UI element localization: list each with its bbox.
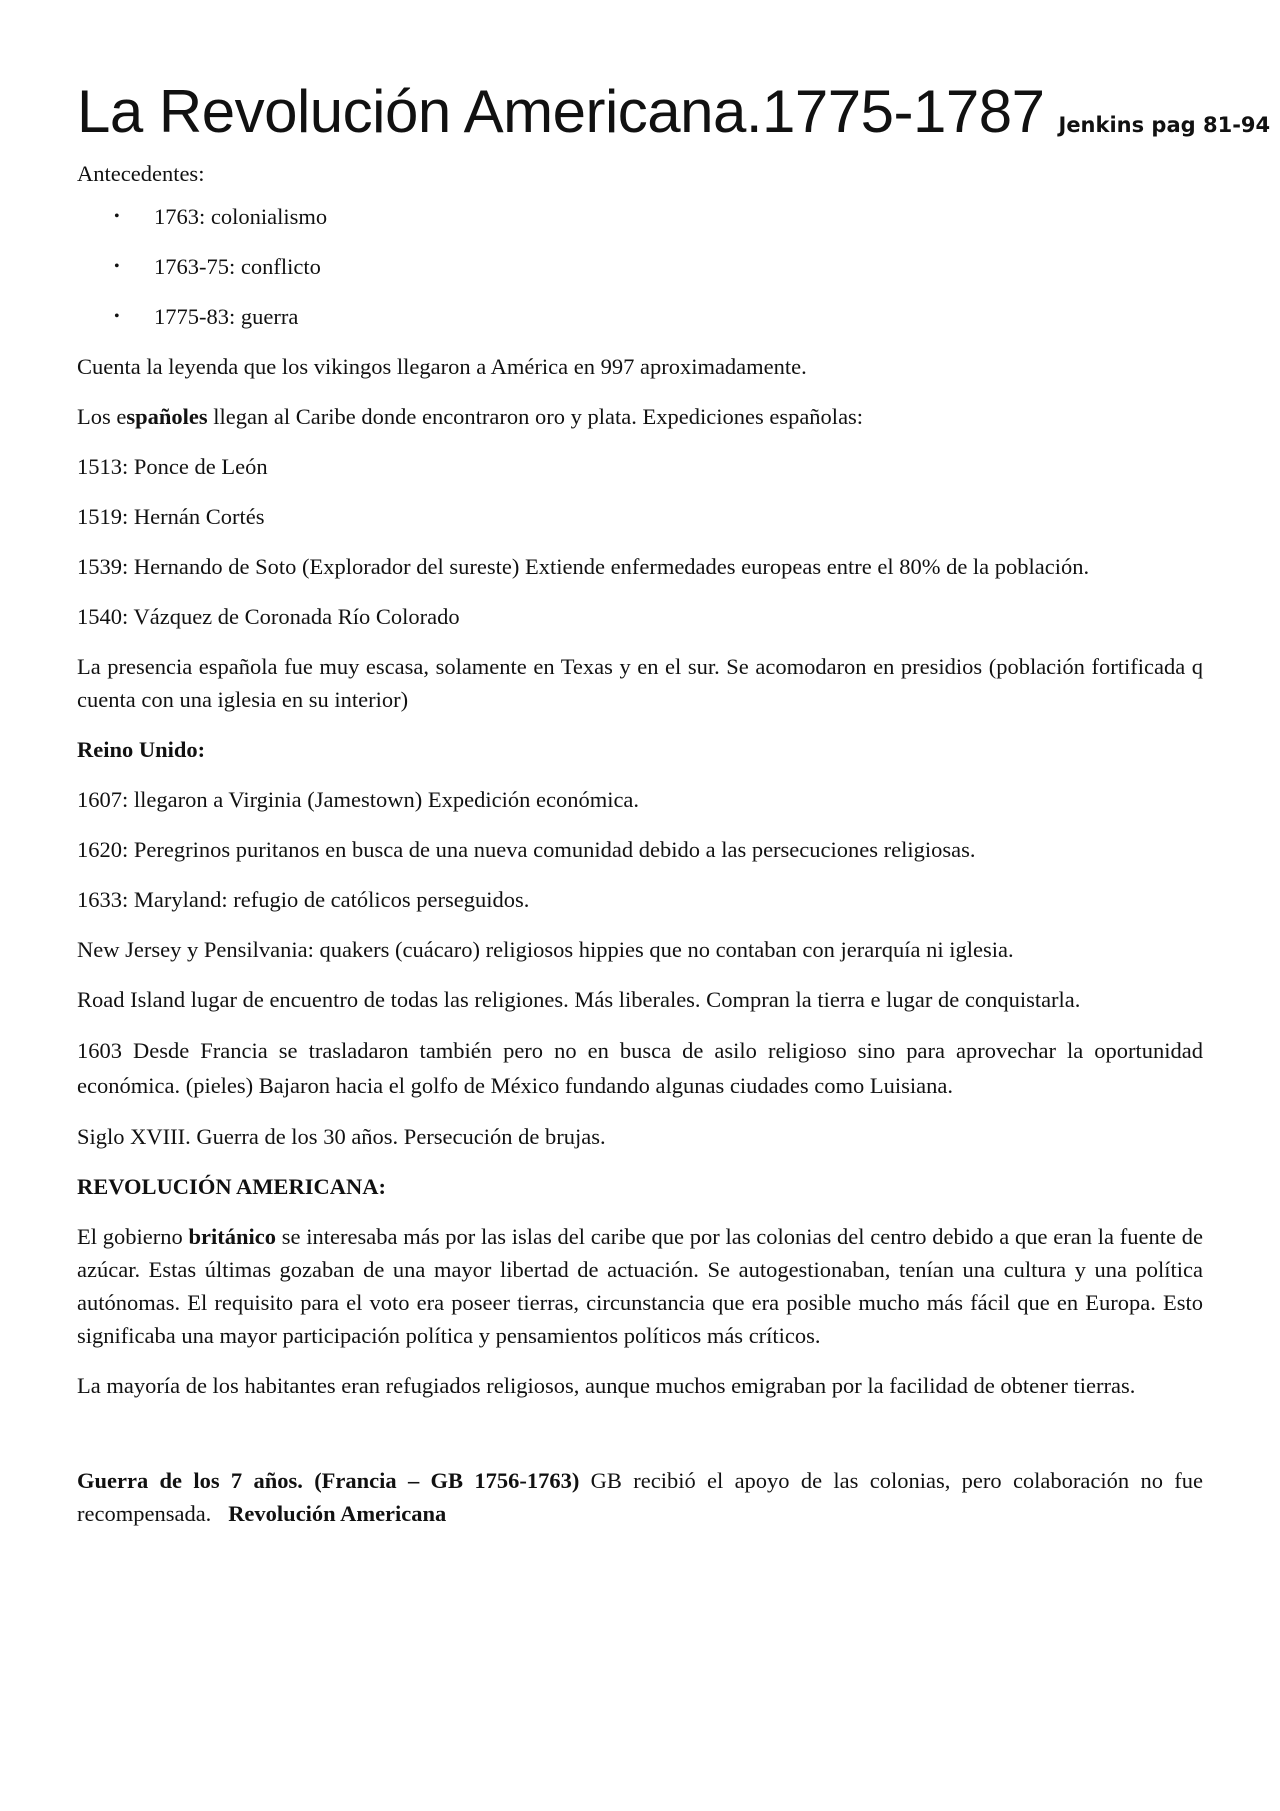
antecedentes-list	[77, 200, 1203, 333]
heading-revolucion-americana	[77, 1170, 1203, 1203]
paragraph-road-island: Road Island lugar de encuentro de todas las religiones. Más liberales. Compran la tierra e lugar de conquistarla.	[77, 987, 1081, 1012]
paragraph-soto: 1539: Hernando de Soto (Explorador del sureste) Extiende enfermedades europeas entre el 80% de la población.	[77, 554, 1090, 579]
spacer	[77, 1419, 1203, 1464]
paragraph-virginia: 1607: llegaron a Virginia (Jamestown) Expedición económica.	[77, 787, 640, 812]
text-run: El gobierno	[77, 1224, 189, 1249]
text-run: se interesaba más por las islas del caribe que por las colonias del centro debido a que eran la fuente de azúcar. Estas últimas gozaban de una mayor libertad de actuación. Se autogestionaban, tenían una cultura y una política autónomas. El requisito para el voto era poseer tierras, circunstancia que era posible mucho más fácil que en Europa. Esto significaba una mayor participación política y pensamientos políticos más críticos.	[77, 1224, 1203, 1348]
antecedentes-label: Antecedentes:	[77, 161, 205, 186]
list-item	[77, 200, 1203, 233]
bold-text: Reino Unido:	[77, 737, 206, 762]
paragraph-francia: 1603 Desde Francia se trasladaron también pero no en busca de asilo religioso sino para aprovechar la oportunidad económica. (pieles) Bajaron hacia el golfo de México fundando algunas ciudades como Luisiana.	[77, 1038, 1203, 1098]
bullet-icon: •	[114, 308, 120, 325]
paragraph-vikingos: Cuenta la leyenda que los vikingos llegaron a América en 997 aproximadamente.	[77, 354, 807, 379]
bold-text: Revolución Americana	[228, 1501, 447, 1526]
paragraph-guerra-7-anos	[77, 1464, 1209, 1530]
text-run: Los e	[77, 404, 127, 429]
document-page	[77, 78, 1271, 1547]
paragraph-peregrinos: 1620: Peregrinos puritanos en busca de una nueva comunidad debido a las persecuciones religiosas.	[77, 837, 976, 862]
paragraph-ponce: 1513: Ponce de León	[77, 454, 268, 479]
paragraph-siglo: Siglo XVIII. Guerra de los 30 años. Persecución de brujas.	[77, 1124, 606, 1149]
list-item-text: 1763: colonialismo	[154, 204, 328, 229]
bullet-icon: •	[114, 258, 120, 275]
paragraph-newjersey: New Jersey y Pensilvania: quakers (cuácaro) religiosos hippies que no contaban con jerarquía ni iglesia.	[77, 937, 1014, 962]
bold-text: REVOLUCIÓN AMERICANA:	[77, 1174, 386, 1199]
paragraph-coronado: 1540: Vázquez de Coronada Río Colorado	[77, 604, 460, 629]
paragraph-presencia: La presencia española fue muy escasa, solamente en Texas y en el sur. Se acomodaron en presidios (población fortificada q cuenta con una iglesia en su interior)	[77, 654, 1203, 712]
paragraph-espanoles	[77, 400, 1203, 433]
bold-text: Guerra de los 7 años. (Francia – GB 1756-1763)	[77, 1468, 580, 1493]
title-reference: Jenkins pag 81-94	[1058, 113, 1271, 137]
bullet-icon: •	[114, 208, 120, 225]
text-run: llegan al Caribe donde encontraron oro y plata. Expediciones españolas:	[207, 404, 864, 429]
list-item	[77, 250, 1203, 283]
text-run: GB recibió el apoyo de las colonias, pero colaboración no fue recompensada.	[77, 1468, 1209, 1526]
list-item-text: 1775-83: guerra	[154, 304, 299, 329]
title-main: La Revolución Americana.1775-1787	[77, 78, 1045, 145]
title	[77, 78, 1271, 157]
bold-text: británico	[188, 1224, 277, 1249]
list-item-text: 1763-75: conflicto	[154, 254, 321, 279]
heading-reino-unido	[77, 733, 1203, 766]
list-item	[77, 300, 1203, 333]
bold-text: spañoles	[126, 404, 208, 429]
paragraph-gobierno	[77, 1220, 1203, 1352]
paragraph-mayoria: La mayoría de los habitantes eran refugiados religiosos, aunque muchos emigraban por la facilidad de obtener tierras.	[77, 1373, 1136, 1398]
paragraph-cortes: 1519: Hernán Cortés	[77, 504, 265, 529]
paragraph-maryland: 1633: Maryland: refugio de católicos perseguidos.	[77, 887, 530, 912]
